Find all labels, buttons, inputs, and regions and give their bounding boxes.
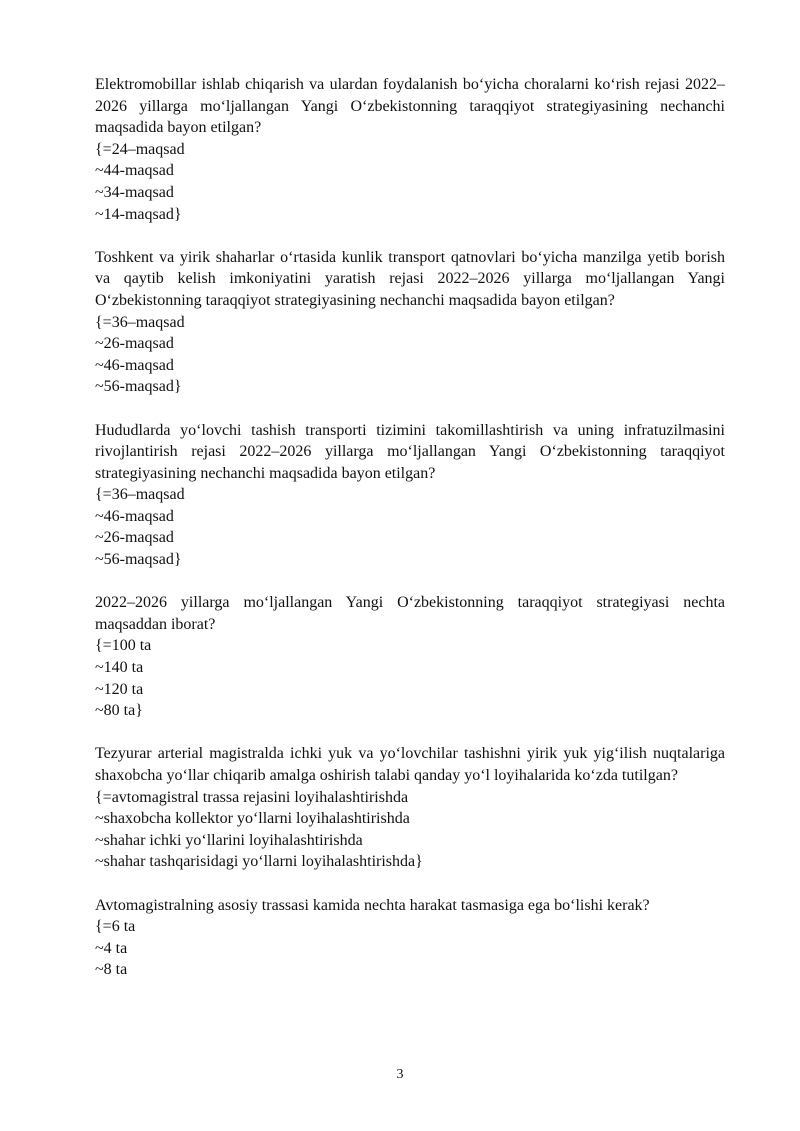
question-5 [95,743,725,873]
question-1 [95,74,725,225]
answer-option-correct: {=36–maqsad [95,486,185,504]
question-stem: Toshkent va yirik shaharlar o‘rtasida kunlik transport qatnovlari bo‘yicha manzilga yetib borish va qaytib kelish imkoniyatini yaratish rejasi 2022–2026 yillarga mo‘ljallangan Yangi O‘zbekistonning taraqqiyot strategiyasining nechanchi maqsadida bayon etilgan? [95,248,725,309]
answer-option: ~46-maqsad [95,356,174,374]
question-stem: 2022–2026 yillarga mo‘ljallangan Yangi O‘zbekistonning taraqqiyot strategiyasi nechta maqsaddan iborat? [95,594,725,633]
answer-option: ~shahar tashqarisidagi yo‘llarni loyihalashtirishda} [95,853,423,871]
answer-option: ~shaxobcha kollektor yo‘llarni loyihalashtirishda [95,810,410,828]
answer-option: ~140 ta [95,659,144,677]
answer-option: ~56-maqsad} [95,378,182,396]
answer-option: ~80 ta} [95,702,143,720]
question-stem: Tezyurar arterial magistralda ichki yuk va yo‘lovchilar tashishni yirik yuk yig‘ilish nuqtalariga shaxobcha yo‘llar chiqarib amalga oshirish talabi qanday yo‘l loyihalarida ko‘zda tutilgan? [95,745,725,784]
answer-option: ~44-maqsad [95,162,174,180]
answer-option: ~8 ta [95,961,128,979]
question-stem: Avtomagistralning asosiy trassasi kamida nechta harakat tasmasiga ega bo‘lishi kerak? [95,896,650,914]
question-4 [95,592,725,722]
question-3 [95,420,725,571]
question-2 [95,247,725,398]
document-body [95,74,725,1003]
answer-option: ~26-maqsad [95,529,174,547]
answer-option-correct: {=36–maqsad [95,313,185,331]
question-stem: Elektromobillar ishlab chiqarish va ulardan foydalanish bo‘yicha choralarni ko‘rish rejasi 2022–2026 yillarga mo‘ljallangan Yangi O‘zbekistonning taraqqiyot strategiyasining nechanchi maqsadida bayon etilgan? [95,76,725,137]
answer-option-correct: {=100 ta [95,637,152,655]
answer-option: ~14-maqsad} [95,205,182,223]
question-stem: Hududlarda yo‘lovchi tashish transporti tizimini takomillashtirish va uning infratuzilmasini rivojlantirish rejasi 2022–2026 yillarga mo‘ljallangan Yangi O‘zbekistonning taraqqiyot strategiyasining nechanchi maqsadida bayon etilgan? [95,421,725,482]
answer-option: ~120 ta [95,680,144,698]
answer-option-correct: {=6 ta [95,918,136,936]
answer-option: ~4 ta [95,939,128,957]
answer-option: ~shahar ichki yo‘llarini loyihalashtirishda [95,831,363,849]
answer-option: ~46-maqsad [95,507,174,525]
page-number: 3 [396,1067,404,1082]
answer-option: ~56-maqsad} [95,551,182,569]
question-6 [95,895,725,981]
answer-option-correct: {=24–maqsad [95,140,185,158]
answer-option-correct: {=avtomagistral trassa rejasini loyihalashtirishda [95,788,409,806]
answer-option: ~26-maqsad [95,335,174,353]
answer-option: ~34-maqsad [95,183,174,201]
